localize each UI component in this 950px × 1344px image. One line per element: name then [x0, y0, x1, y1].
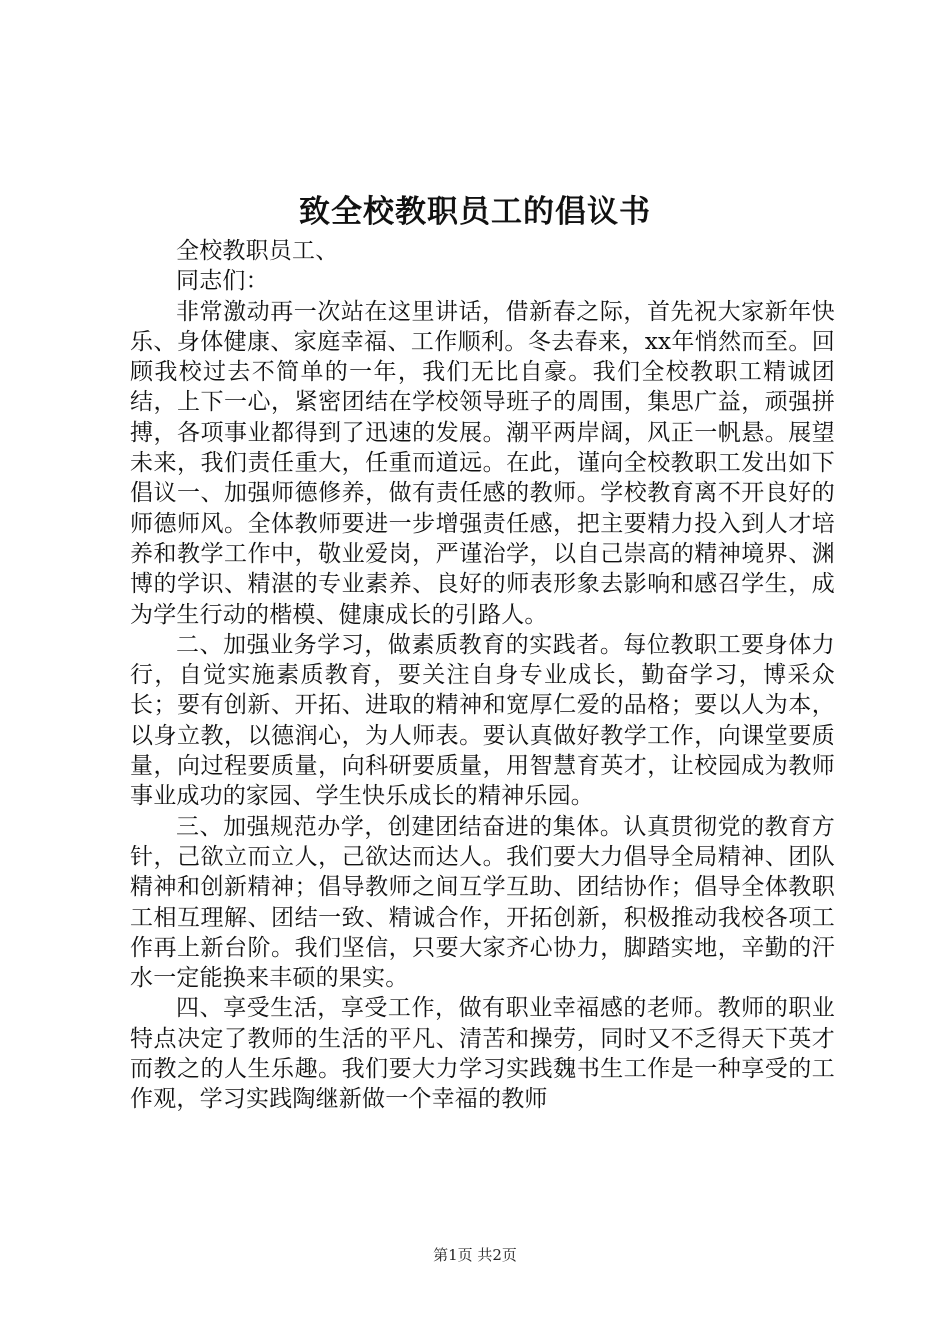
- document-body: [130, 236, 835, 1115]
- paragraph-2: 二、加强业务学习，做素质教育的实践者。每位教职工要身体力行，自觉实施素质教育，要关注自身专业成长，勤奋学习，博采众长；要有创新、开拓、进取的精神和宽厚仁爱的品格；要以人为本，以身立教，以德润心，为人师表。要认真做好教学工作，向课堂要质量，向过程要质量，向科研要质量，用智慧育英才，让校园成为教师事业成功的家园、学生快乐成长的精神乐园。: [130, 631, 835, 810]
- document-title: 致全校教职员工的倡议书: [299, 194, 651, 230]
- paragraph-1: 非常激动再一次站在这里讲话，借新春之际，首先祝大家新年快乐、身体健康、家庭幸福、工作顺利。冬去春来，xx年悄然而至。回顾我校过去不简单的一年，我们无比自豪。我们全校教职工精诚团结，上下一心，紧密团结在学校领导班子的周围，集思广益，顽强拼搏，各项事业都得到了迅速的发展。潮平两岸阔，风正一帆悬。展望未来，我们责任重大，任重而道远。在此，谨向全校教职工发出如下倡议一、加强师德修养，做有责任感的教师。学校教育离不开良好的师德师风。全体教师要进一步增强责任感，把主要精力投入到人才培养和教学工作中，敬业爱岗，严谨治学，以自己崇高的精神境界、渊博的学识、精湛的专业素养、良好的师表形象去影响和感召学生，成为学生行动的楷模、健康成长的引路人。: [130, 298, 835, 628]
- paragraph-4: 四、享受生活，享受工作，做有职业幸福感的老师。教师的职业特点决定了教师的生活的平凡、清苦和操劳，同时又不乏得天下英才而教之的人生乐趣。我们要大力学习实践魏书生工作是一种享受的工作观，学习实践陶继新做一个幸福的教师: [130, 995, 835, 1113]
- salutation-line-1: 全校教职员工、: [176, 238, 339, 264]
- page-number-footer: 第1页 共2页: [433, 1246, 517, 1264]
- salutation-line-2: 同志们：: [176, 268, 269, 295]
- paragraph-3: 三、加强规范办学，创建团结奋进的集体。认真贯彻党的教育方针，己欲立而立人，己欲达而达人。我们要大力倡导全局精神、团队精神和创新精神；倡导教师之间互学互助、团结协作；倡导全体教职工相互理解、团结一致、精诚合作，开拓创新，积极推动我校各项工作再上新台阶。我们坚信，只要大家齐心协力，脚踏实地，辛勤的汗水一定能换来丰硕的果实。: [130, 813, 835, 992]
